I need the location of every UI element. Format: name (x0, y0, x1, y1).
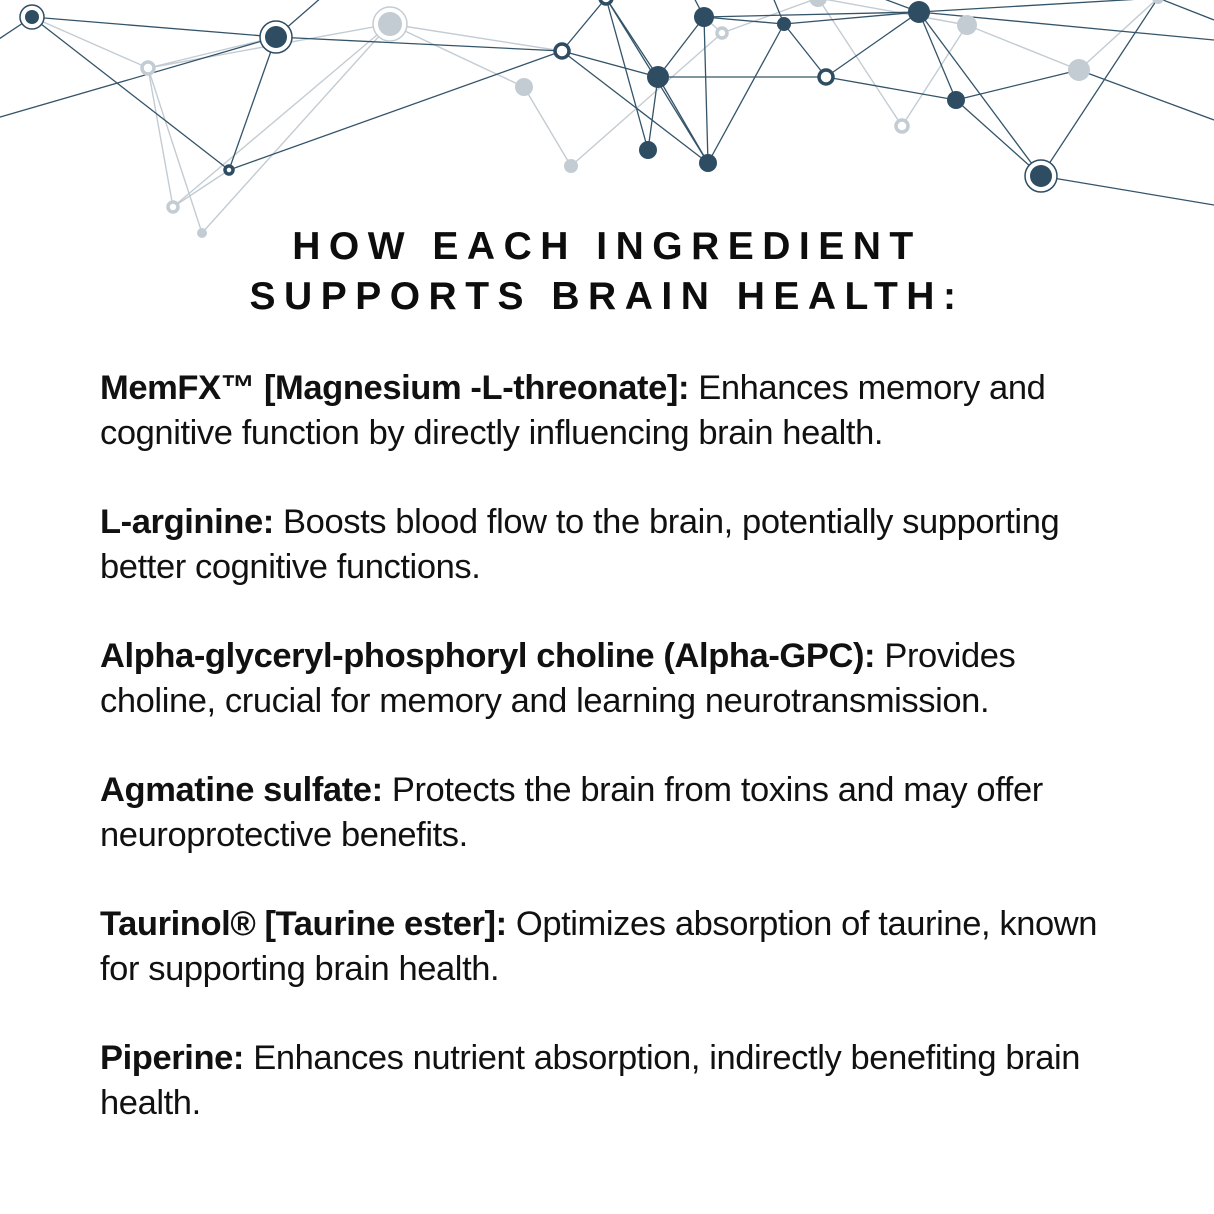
network-link (1041, 176, 1214, 205)
ingredient-item (100, 1036, 1120, 1126)
network-link (606, 0, 648, 150)
heading-line-1: HOW EACH INGREDIENT (292, 225, 922, 269)
network-link (1079, 70, 1214, 120)
ingredient-name: Taurinol® [Taurine ester]: (100, 905, 507, 943)
network-link (32, 17, 276, 37)
network-node (896, 120, 908, 132)
network-link (562, 0, 606, 51)
network-link-light (1079, 0, 1158, 70)
network-link (704, 17, 784, 24)
network-link (648, 77, 658, 150)
network-link (919, 0, 1158, 12)
network-link (1041, 0, 1158, 176)
network-link (704, 17, 708, 163)
network-link (562, 51, 708, 163)
network-node (564, 159, 578, 173)
network-node (1025, 160, 1057, 192)
ingredient-description: Boosts blood flow to the brain, potentially supporting better cognitive functions. (100, 503, 1060, 586)
ingredient-item (100, 902, 1120, 992)
ingredient-list (100, 366, 1120, 1170)
ingredient-name: L-arginine: (100, 503, 274, 541)
network-link (708, 24, 784, 163)
network-link (956, 70, 1079, 100)
ingredient-name: Agmatine sulfate: (100, 771, 383, 809)
network-node (957, 15, 977, 35)
network-link (826, 77, 956, 100)
network-node (168, 202, 178, 212)
network-link (0, 37, 276, 120)
network-node (647, 66, 669, 88)
network-node (809, 0, 827, 7)
network-node (908, 1, 930, 23)
ingredient-description: Enhances nutrient absorption, indirectly benefiting brain health. (100, 1039, 1081, 1122)
page-heading (0, 222, 1214, 322)
network-node (142, 62, 154, 74)
network-link (1158, 0, 1214, 20)
network-node (515, 78, 533, 96)
network-link (658, 17, 704, 77)
network-node (225, 166, 233, 174)
network-link (658, 77, 708, 163)
network-link-light (818, 0, 902, 126)
network-link-light (173, 170, 229, 207)
ingredient-description: Enhances memory and cognitive function by directly influencing brain health. (100, 369, 1046, 452)
network-node (947, 91, 965, 109)
network-node (819, 70, 833, 84)
network-node (260, 21, 292, 53)
network-link (229, 51, 562, 170)
network-link (32, 17, 229, 170)
network-node (639, 141, 657, 159)
ingredient-description: Protects the brain from toxins and may offer neuroprotective benefits. (100, 771, 1043, 854)
network-node (373, 7, 407, 41)
ingredient-item (100, 366, 1120, 456)
ingredient-item (100, 768, 1120, 858)
ingredient-name: MemFX™ [Magnesium -L-threonate]: (100, 369, 690, 407)
network-link-light (202, 24, 390, 233)
heading-line-2: SUPPORTS BRAIN HEALTH: (249, 275, 965, 319)
network-node (600, 0, 612, 4)
network-link (784, 24, 826, 77)
network-node (717, 28, 727, 38)
network-link (919, 12, 956, 100)
network-link-light (967, 25, 1079, 70)
network-link-light (148, 68, 173, 207)
ingredient-name: Alpha-glyceryl-phosphoryl choline (Alpha-GPC): (100, 637, 876, 675)
network-node (699, 154, 717, 172)
ingredient-description: Provides choline, crucial for memory and learning neurotransmission. (100, 637, 1016, 720)
network-link (826, 12, 919, 77)
network-node (1068, 59, 1090, 81)
network-node (20, 5, 44, 29)
network-link-light (902, 25, 967, 126)
network-node (777, 17, 791, 31)
network-link-light (148, 37, 276, 68)
ingredient-name: Piperine: (100, 1039, 245, 1077)
network-node (555, 44, 569, 58)
ingredient-description: Optimizes absorption of taurine, known for supporting brain health. (100, 905, 1098, 988)
network-link-light (524, 87, 571, 166)
network-node (694, 7, 714, 27)
network-graphic (0, 0, 1214, 250)
ingredient-item (100, 634, 1120, 724)
network-link (229, 37, 276, 170)
ingredient-item (100, 500, 1120, 590)
network-link (956, 100, 1041, 176)
network-link-light (390, 24, 524, 87)
